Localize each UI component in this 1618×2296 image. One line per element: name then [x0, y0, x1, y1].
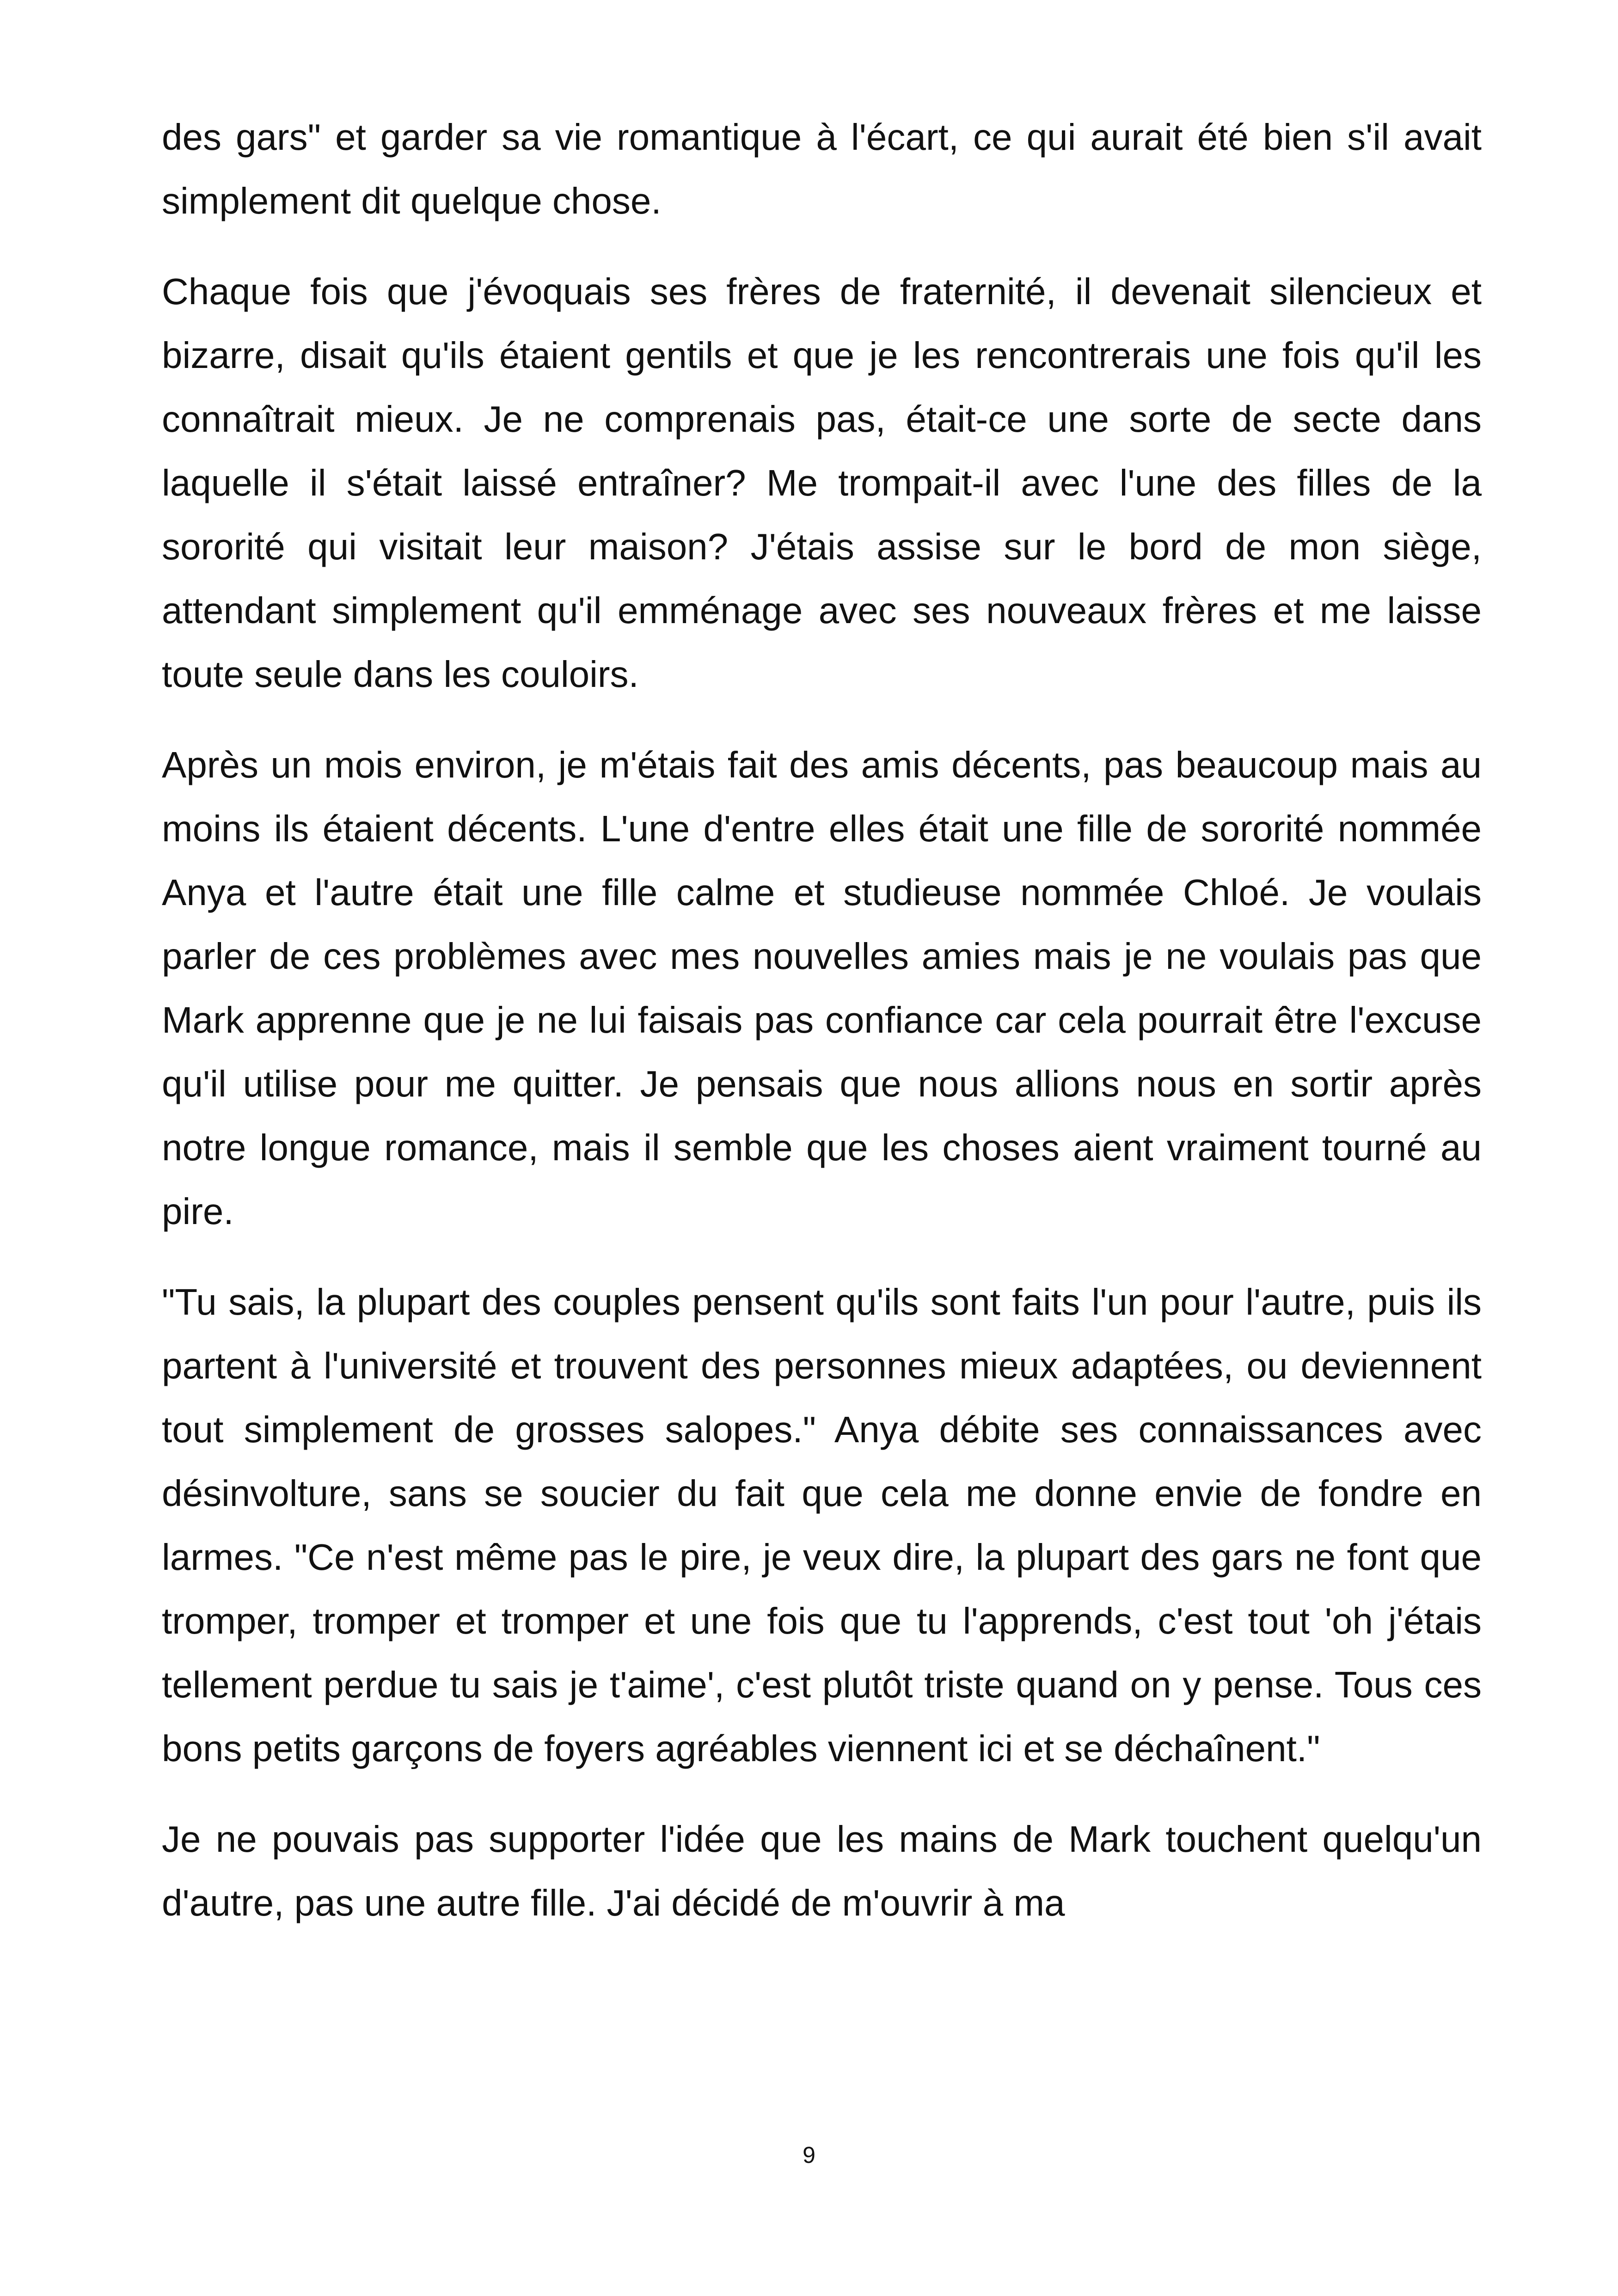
paragraph-4: "Tu sais, la plupart des couples pensent qu'ils sont faits l'un pour l'autre, puis ils partent à l'université et trouvent des personnes mieux adaptées, ou deviennent tout simplement de grosses salopes." Anya débite ses connaissances avec désinvolture, sans se soucier du fait que cela me donne envie de fondre en larmes. "Ce n'est même pas le pire, je veux dire, la plupart des gars ne font que tromper, tromper et tromper et une fois que tu l'apprends, c'est tout 'oh j'étais tellement perdue tu sais je t'aime', c'est plutôt triste quand on y pense. Tous ces bons petits garçons de foyers agréables viennent ici et se déchaînent."	[162, 1281, 1482, 1769]
paragraph-1: des gars" et garder sa vie romantique à l'écart, ce qui aurait été bien s'il avait simplement dit quelque chose.	[162, 116, 1482, 221]
body-text	[162, 105, 1482, 1962]
paragraph-5: Je ne pouvais pas supporter l'idée que les mains de Mark touchent quelqu'un d'autre, pas une autre fille. J'ai décidé de m'ouvrir à ma	[162, 1818, 1482, 1923]
paragraph-3: Après un mois environ, je m'étais fait des amis décents, pas beaucoup mais au moins ils étaient décents. L'une d'entre elles était une fille de sororité nommée Anya et l'autre était une fille calme et studieuse nommée Chloé. Je voulais parler de ces problèmes avec mes nouvelles amies mais je ne voulais pas que Mark apprenne que je ne lui faisais pas confiance car cela pourrait être l'excuse qu'il utilise pour me quitter. Je pensais que nous allions nous en sortir après notre longue romance, mais il semble que les choses aient vraiment tourné au pire.	[162, 744, 1482, 1232]
paragraph-2: Chaque fois que j'évoquais ses frères de fraternité, il devenait silencieux et bizarre, disait qu'ils étaient gentils et que je les rencontrerais une fois qu'il les connaîtrait mieux. Je ne comprenais pas, était-ce une sorte de secte dans laquelle il s'était laissé entraîner? Me trompait-il avec l'une des filles de la sororité qui visitait leur maison? J'étais assise sur le bord de mon siège, attendant simplement qu'il emménage avec ses nouveaux frères et me laisse toute seule dans les couloirs.	[162, 271, 1482, 695]
page-number: 9	[803, 2142, 815, 2168]
